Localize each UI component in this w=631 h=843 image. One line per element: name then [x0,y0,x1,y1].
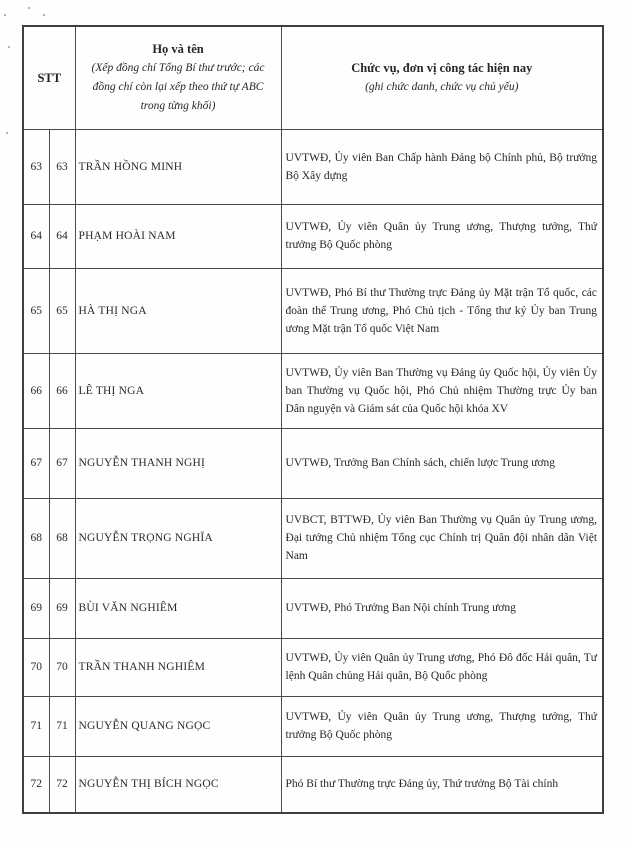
scan-speck [43,14,45,16]
row-number-secondary: 72 [49,756,75,813]
officials-table [22,25,604,814]
row-name: NGUYỄN QUANG NGỌC [75,696,281,756]
row-number-primary: 63 [23,129,49,204]
row-number-secondary: 70 [49,638,75,696]
row-number-secondary: 66 [49,353,75,428]
row-name: LÊ THỊ NGA [75,353,281,428]
row-name: NGUYỄN THỊ BÍCH NGỌC [75,756,281,813]
row-number-primary: 69 [23,578,49,638]
header-name [75,26,281,129]
table-row [23,428,603,498]
row-number-secondary: 64 [49,204,75,268]
table-row [23,756,603,813]
header-name-title: Họ và tên [152,41,204,56]
row-number-secondary: 65 [49,268,75,353]
header-stt-label: STT [37,70,62,85]
table-row [23,498,603,578]
row-position-cell [281,756,603,813]
row-number-primary: 65 [23,268,49,353]
row-number-primary: 66 [23,353,49,428]
row-position-cell [281,498,603,578]
table-row [23,638,603,696]
row-name: NGUYỄN TRỌNG NGHĨA [75,498,281,578]
table-row [23,268,603,353]
row-position: UVTWĐ, Ủy viên Ban Chấp hành Đảng bộ Chính phủ, Bộ trưởng Bộ Xây dựng [285,151,598,182]
table-row [23,129,603,204]
row-number-primary: 71 [23,696,49,756]
table-row [23,578,603,638]
scan-speck [28,7,30,9]
row-position-cell [281,578,603,638]
row-position: UVTWĐ, Trưởng Ban Chính sách, chiến lược Trung ương [285,457,556,469]
row-position-cell [281,204,603,268]
row-number-primary: 67 [23,428,49,498]
header-name-subtitle: (Xếp đồng chí Tổng Bí thư trước; các đồng chí còn lại xếp theo thứ tự ABC trong từng khối) [91,61,265,112]
row-position: UVBCT, BTTWĐ, Ủy viên Ban Thường vụ Quân ủy Trung ương, Đại tướng Chủ nhiệm Tổng cục Chính trị Quân đội nhân dân Việt Nam [285,514,598,562]
table-row [23,353,603,428]
scan-speck [8,46,10,48]
header-stt [23,26,75,129]
row-number-primary: 72 [23,756,49,813]
row-position: UVTWĐ, Phó Bí thư Thường trực Đảng ủy Mặt trận Tổ quốc, các đoàn thể Trung ương, Phó Chủ tịch - Tổng thư ký Ủy ban Trung ương Mặt trận Tổ quốc Việt Nam [285,286,598,335]
row-name: NGUYỄN THANH NGHỊ [75,428,281,498]
row-name: PHẠM HOÀI NAM [75,204,281,268]
row-number-secondary: 69 [49,578,75,638]
scan-speck [6,132,8,134]
row-position: UVTWĐ, Ủy viên Quân ủy Trung ương, Thượng tướng, Thứ trưởng Bộ Quốc phòng [285,221,598,251]
row-position: Phó Bí thư Thường trực Đảng ủy, Thứ trưởng Bộ Tài chính [285,778,559,791]
row-name: TRẦN HỒNG MINH [75,129,281,204]
row-number-primary: 70 [23,638,49,696]
scan-speck [4,14,6,16]
header-position-subtitle: (ghi chức danh, chức vụ chủ yếu) [365,80,519,93]
row-name: HÀ THỊ NGA [75,268,281,353]
row-position-cell [281,428,603,498]
header-position-title: Chức vụ, đơn vị công tác hiện nay [351,60,533,75]
row-name: BÙI VĂN NGHIÊM [75,578,281,638]
row-number-primary: 64 [23,204,49,268]
row-position-cell [281,353,603,428]
row-number-secondary: 68 [49,498,75,578]
table-row [23,204,603,268]
row-number-primary: 68 [23,498,49,578]
row-position: UVTWĐ, Ủy viên Quân ủy Trung ương, Phó Đô đốc Hải quân, Tư lệnh Quân chủng Hải quân, Bộ Quốc phòng [285,652,598,682]
header-position [281,26,603,129]
row-position: UVTWĐ, Ủy viên Ban Thường vụ Đảng ủy Quốc hội, Ủy viên Ủy ban Thường vụ Quốc hội, Phó Chủ nhiệm Thường trực Ủy ban Dân nguyện và Giám sát của Quốc hội khóa XV [285,366,598,415]
row-number-secondary: 63 [49,129,75,204]
table-header-row [23,26,603,129]
row-position-cell [281,696,603,756]
row-position-cell [281,638,603,696]
row-position-cell [281,268,603,353]
row-number-secondary: 71 [49,696,75,756]
table-row [23,696,603,756]
row-position: UVTWĐ, Phó Trưởng Ban Nội chính Trung ương [285,602,516,614]
row-position: UVTWĐ, Ủy viên Quân ủy Trung ương, Thượng tướng, Thứ trưởng Bộ Quốc phòng [285,711,598,741]
row-name: TRẦN THANH NGHIÊM [75,638,281,696]
row-position-cell [281,129,603,204]
row-number-secondary: 67 [49,428,75,498]
